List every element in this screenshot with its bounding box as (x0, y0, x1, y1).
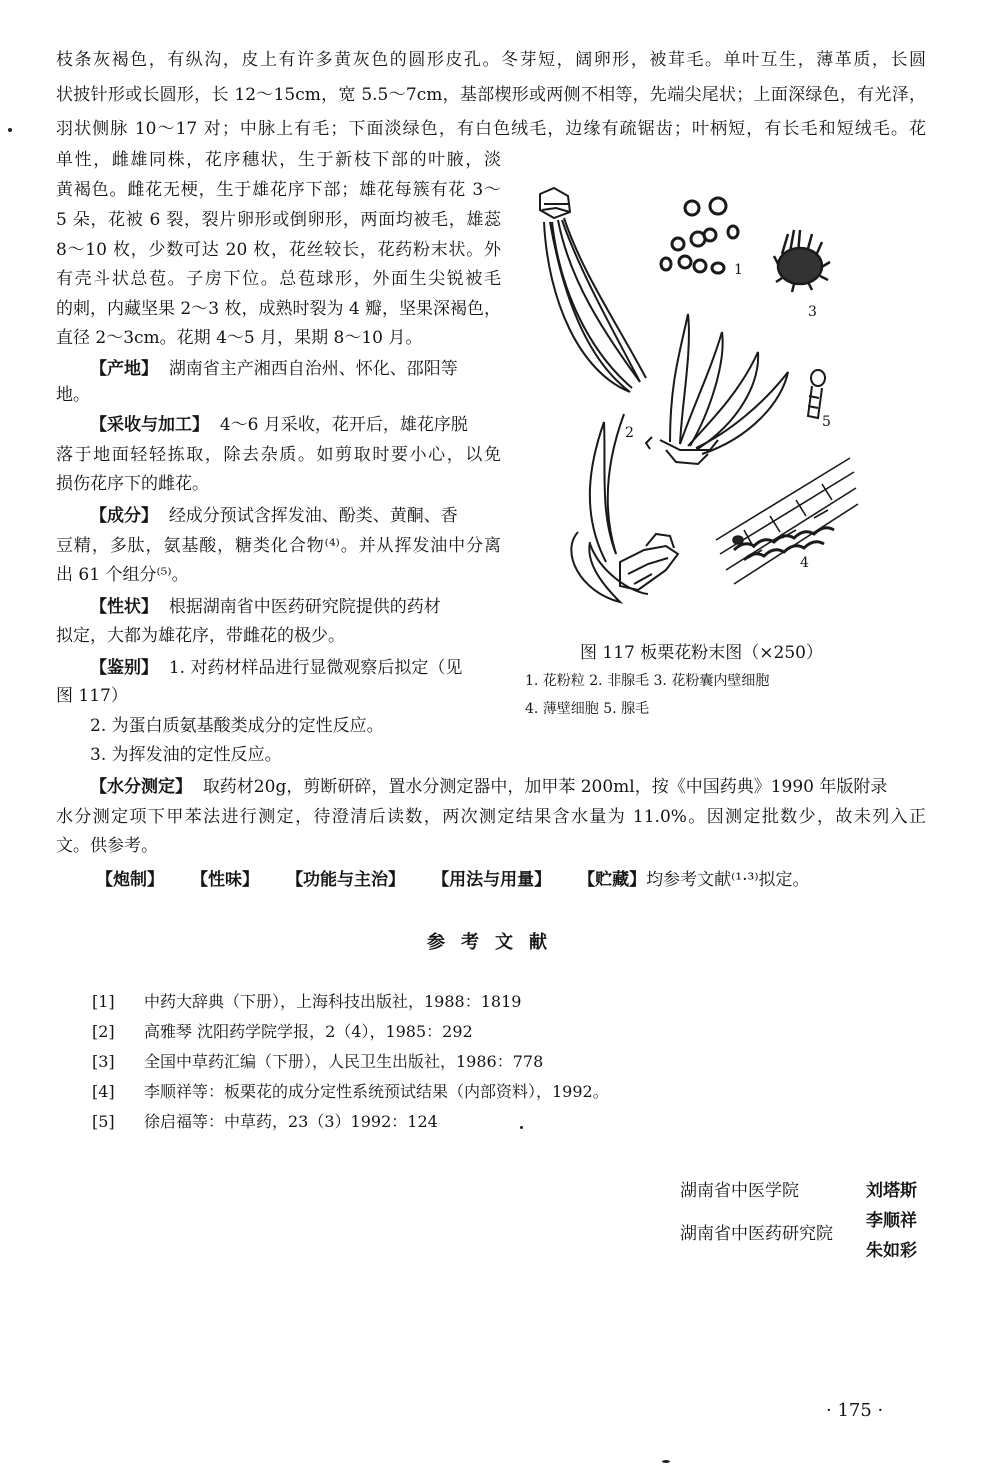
affiliation-author: 刘塔斯 (866, 1181, 917, 1201)
section-tag: 【贮藏】 (578, 870, 647, 890)
parenchyma-cells-illustration (716, 458, 858, 584)
section-tag: 【产地】 (90, 359, 158, 379)
section-text: 均参考文献⁽¹·³⁾拟定。 (646, 870, 810, 890)
figure-label-2: 2 (625, 425, 634, 441)
body-line: 出 61 个组分⁽⁵⁾。 (56, 565, 189, 585)
affiliation-author: 朱如彩 (866, 1241, 917, 1261)
section-tag: 【性状】 (90, 597, 158, 617)
reference-item (92, 1049, 543, 1072)
scan-speck (662, 1460, 670, 1463)
figure-label-4: 4 (800, 555, 809, 571)
affiliation-institution: 湖南省中医学院 (680, 1181, 799, 1201)
body-line: 图 117） (56, 686, 128, 706)
body-line: 文。供参考。 (56, 836, 158, 856)
body-line: 落于地面轻轻拣取，除去杂质。如剪取时要小心，以免 (56, 445, 501, 465)
section-text: 1. 对药材样品进行显微观察后拟定（见 (168, 658, 463, 678)
reference-text: 徐启福等：中草药，23（3）1992：124 (144, 1112, 438, 1131)
body-line: 2. 为蛋白质氨基酸类成分的定性反应。 (90, 716, 384, 736)
body-line: 8～10 枚，少数可达 20 枚，花丝较长，花药粉末状。外 (56, 240, 501, 260)
body-line: 羽状侧脉 10～17 对；中脉上有毛；下面淡绿色，有白色绒毛，边缘有疏锯齿；叶柄短，有长毛和短绒毛。花 (56, 119, 926, 139)
body-line: 损伤花序下的雌花。 (56, 474, 209, 494)
section-text: 湖南省主产湘西自治州、怀化、邵阳等 (168, 359, 458, 379)
body-line: 拟定，大都为雄花序，带雌花的极少。 (56, 626, 345, 646)
reference-text: 全国中草药汇编（下册），人民卫生出版社，1986：778 (144, 1052, 544, 1071)
section-shuifen (90, 775, 887, 799)
figure-legend-line: 1. 花粉粒 2. 非腺毛 3. 花粉囊内壁细胞 (525, 673, 770, 689)
body-line: 3. 为挥发油的定性反应。 (90, 745, 282, 765)
reference-text: 李顺祥等：板栗花的成分定性系统预试结果（内部资料），1992。 (144, 1082, 609, 1101)
reference-item (92, 1079, 609, 1102)
body-line: 豆精，多肽，氨基酸，糖类化合物⁽⁴⁾。并从挥发油中分离 (56, 536, 501, 556)
body-line: 的刺，内藏坚果 2～3 枚，成熟时裂为 4 瓣，坚果深褐色， (56, 299, 502, 319)
reference-number: [2] (92, 1022, 115, 1041)
non-glandular-hairs-center-illustration (646, 314, 788, 464)
section-chengfen (90, 504, 458, 528)
body-line: 地。 (56, 385, 90, 405)
non-glandular-hairs-bottom-illustration (571, 414, 678, 602)
references-title: 参考文献 (427, 932, 563, 953)
section-tags-line (96, 868, 810, 892)
section-tag: 【性味】 (191, 870, 260, 890)
pollen-figure (520, 182, 930, 632)
reference-number: [4] (92, 1082, 115, 1101)
reference-item (92, 989, 521, 1012)
reference-text: 中药大辞典（下册），上海科技出版社，1988：1819 (144, 992, 522, 1011)
section-tag: 【鉴别】 (90, 658, 158, 678)
pollen-grains-illustration (661, 198, 738, 273)
figure-label-3: 3 (808, 304, 817, 320)
section-tag: 【采收与加工】 (90, 415, 209, 435)
scan-speck (520, 1126, 523, 1129)
section-tag: 【用法与用量】 (432, 870, 552, 890)
section-jianbie (90, 656, 462, 680)
body-line: 枝条灰褐色，有纵沟，皮上有许多黄灰色的圆形皮孔。冬芽短，阔卵形，被茸毛。单叶互生，薄革质，长圆 (56, 50, 926, 70)
section-text: 4～6 月采收，花开后，雄花序脱 (219, 415, 468, 435)
figure-label-1: 1 (734, 262, 743, 278)
body-line: 水分测定项下甲苯法进行测定，待澄清后读数，两次测定结果含水量为 11.0%。因测定批数少，故未列入正 (56, 807, 926, 827)
section-tag: 【成分】 (90, 506, 158, 526)
anther-wall-cells-illustration (774, 230, 830, 292)
reference-number: [1] (92, 992, 115, 1011)
section-caishou (90, 413, 468, 437)
glandular-hair-illustration (808, 370, 825, 418)
section-tag: 【功能与主治】 (286, 870, 406, 890)
reference-number: [5] (92, 1112, 115, 1131)
section-text: 根据湖南省中医药研究院提供的药材 (168, 597, 441, 617)
section-tag: 【水分测定】 (90, 777, 192, 797)
body-line: 有壳斗状总苞。子房下位。总苞球形，外面生尖锐被毛 (56, 269, 501, 289)
affiliation-author: 李顺祥 (866, 1211, 917, 1231)
section-text: 取药材20g，剪断研碎，置水分测定器中，加甲苯 200ml，按《中国药典》1990 年版附录 (202, 777, 888, 797)
page-number: · 175 · (826, 1400, 884, 1421)
section-text: 经成分预试含挥发油、酚类、黄酮、香 (168, 506, 458, 526)
affiliation-institution: 湖南省中医药研究院 (680, 1224, 833, 1244)
figure-legend-line: 4. 薄壁细胞 5. 腺毛 (525, 701, 650, 717)
body-line: 直径 2～3cm。花期 4～5 月，果期 8～10 月。 (56, 328, 423, 348)
section-tag: 【炮制】 (96, 870, 164, 890)
body-line: 状披针形或长圆形，长 12～15cm，宽 5.5～7cm，基部楔形或两侧不相等，先端尖尾状；上面深绿色，有光泽， (56, 85, 927, 105)
reference-text: 高雅琴 沈阳药学院学报，2（4），1985：292 (144, 1022, 473, 1041)
non-glandular-hairs-top-illustration (540, 188, 646, 392)
figure-caption: 图 117 板栗花粉末图（×250） (580, 643, 823, 663)
body-line: 5 朵，花被 6 裂，裂片卵形或倒卵形，两面均被毛，雄蕊 (56, 210, 501, 230)
reference-item (92, 1019, 473, 1042)
body-line: 黄褐色。雌花无梗，生于雄花序下部；雄花每簇有花 3～ (56, 180, 501, 200)
section-chandi (90, 357, 458, 381)
body-line: 单性，雌雄同株，花序穗状，生于新枝下部的叶腋，淡 (56, 150, 501, 170)
reference-number: [3] (92, 1052, 115, 1071)
scan-speck (8, 128, 12, 132)
section-xingzhuang (90, 595, 441, 619)
reference-item (92, 1109, 438, 1132)
figure-label-5: 5 (822, 414, 831, 430)
